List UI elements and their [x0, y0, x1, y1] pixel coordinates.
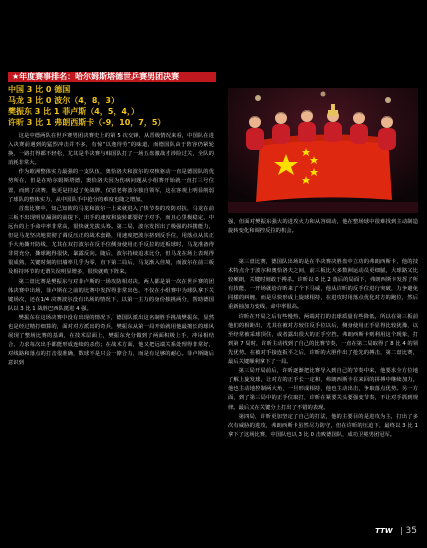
- footer-divider: [401, 527, 402, 535]
- article-column-left: [8, 132, 214, 532]
- magazine-logo: TTW: [375, 527, 393, 535]
- page-footer: [375, 526, 417, 536]
- paragraph: 这是中德两队在世乒赛男团决赛史上的第 5 次交锋，从晋级情况来看，中国队在进入决赛前遇到的猛烈冲击并不多，有惊“以逸待劳”的味道，而德国队由于阵容仍紧轮换，一路打得都不轻松，尤其是半决赛与韩国队打了一场五盘激战才涉险过关，全队的消耗非常大。: [8, 133, 214, 167]
- paragraph: 许昕在开局之后有些慢热，两端对打的击球质量有些降低，所以在第三板前他们的相距出，尤其在被对方较住反手位以后，侧身使用正手显得比较犹豫，以至经常被采球顶住，或者露出很大的正手空挡。弗朗西斯卡则利用这个现象，打到第 7 局时，许昕主动找到了自己的比赛节奏，一直在第二局取得了 8 比 4 的领先优势。在被对手接连扳平之后，许昕的大胆作出了抢先的搏击，第二盘比赛，最后关键顺利拿下了一局。: [228, 313, 418, 366]
- result-match-2: 樊振东 3 比 1 菲卢斯（4，5，4，）: [8, 107, 139, 116]
- result-team-score: 中国 3 比 0 德国: [8, 85, 71, 94]
- banner-title: ★年度赛事排名：哈尔姆斯塔德世乒赛男团决赛: [12, 72, 180, 81]
- paragraph: 第四局，许昕更加坚定了自己的打法，他的主要目的是进攻为主，打出了多次有威胁的进攻，弗朗西斯卡虽然尽力防守，但在许昕的压迫下，最终以 3 比 1 拿下了这场比赛，中国队也以 3 比 0 击败德国队，成功卫冕男团冠军。: [228, 413, 418, 438]
- match-results: [8, 84, 218, 128]
- paragraph: 第三盘比赛，德国队出场的是在半决赛决胜盘中立功的弗朗西斯卡，他的技术特点介于波尔和奥恰洛夫之间，前三板比大多数洲运动员更细腻，大球路又比较硬朗，关键时刻敢于搏杀。许昕以 0 比 2 落后的局面下，弗朗西斯卡发挥了所有技能，一开场就给许昕来了个下马威，他从许昕的反手位进行突破，力争避免同樣的纠缠，而是尽快形成上旋球相持，在进攻时用落点优化对方的跑位，然后重新抽加力变线、命中率很高。: [228, 259, 418, 311]
- result-match-3: 许昕 3 比 1 弗朗西斯卡（-9，10，7，5）: [8, 118, 166, 127]
- paragraph: 作为欧洲整体实力最强的一支队伍，奥恰洛夫和波尔的双核驱动一直是德国队的优势所在，但是在哈尔姆斯塔德，奥恰洛夫因为伤病问题从小组赛开始就一直打三号位置，而到了决赛，他更是挂起了免战牌，仅留老将波尔独自领军，这在客观上明显削弱了球队的整体实力，从中国队手中抢分的难度也随之增加。: [8, 169, 214, 203]
- paragraph: 樊振东在这场决赛中没有出现的情况下，德国队派出这名制胜手挑战樊振东，显然也是经过精打细算的，面对对方派出的奇兵，樊振东从第一局开始就用他最擅长的球风展现了整场比赛的基调，在技术层面上，樊振东充分做到了两面积极上手，冲吊相结合，力求每次出手都能形成连续的杀伤；在战术方面，他又把远端关系处理得非常好，对线路和落点的打击很准确，数球不是只会一撩合力，而是有足够的耐心。菲卢斯随后意识到: [8, 314, 214, 367]
- paragraph: 第三局开局前后，许昕逐渐把比赛导入到自己的节奏中来，他要求全方位地了解上旋发球，让对方的正手长一定和，弗朗西斯卡在来回的拼搏中继续加力，他也主动地控制两大角，一旦形成相持，他也主动出击，争取落点优势。另一方面，到了第三局中的正手位取打，许昕在紧要关头要强变节奏，不让对手抓到规律。最后又在关键分上打出了不错的表现。: [228, 368, 418, 411]
- paragraph: 首盘比赛中，知己知彼的马龙和波尔一上来就进入了快节奏的攻防对抗，马龙在前三板不出现明显漏洞的前提下，出手的速度和旋转都要好于对手，而且心里极稳定，中远台的上手命中率非常高，很快就先拔头筹。第二局，波尔发挥出了极强的抖搂能力，但是马龙坚决地贯彻了调反压正的战术套路，用速度把波尔挤到反手位，用落点从其正手大角撕开防线，尤其在双打波尔在反手位侧身使用正手反拉的近板球时，马龙准备得非常充分，撕球跑得很快，暴露反向。随后，波尔持续追求比分，但马龙在场上表现得很成熟，关键时刻的旧墙率几乎为零，直下第二局后，马龙渐入佳境，而波尔在前三板及相持环节的无谓失误明显增多，很快就败下阵来。: [8, 205, 214, 276]
- paragraph-continuation: 强，但面对樊振东强大的进攻火力和从容调动，他在整场球中很难找到主动制造旋转变化和调控反拉的机会。: [228, 219, 418, 235]
- section-banner: [8, 72, 216, 82]
- result-match-1: 马龙 3 比 0 波尔（4，8，3）: [8, 96, 119, 105]
- team-celebration-photo: [228, 88, 418, 213]
- photo-illustration: [228, 88, 418, 213]
- paragraph: 第二盘比赛是樊振东与对菲卢斯的一场攻防相对决，两人都是第一次在世乒赛的团体决赛中出场，菲卢斯在之前的比赛中发挥得非常出色，不仅在小组赛中为球队拿下关键场次，还在1/4 决赛波尔没有出场的情况下，以第一主力的身份独挑两分，帮助德国队以 3 比 1 战胜巴西队挺进 4 强。: [8, 278, 214, 312]
- article-column-right-continuation: [228, 218, 418, 250]
- article-column-right: [228, 258, 418, 530]
- page-number: 35: [405, 526, 417, 536]
